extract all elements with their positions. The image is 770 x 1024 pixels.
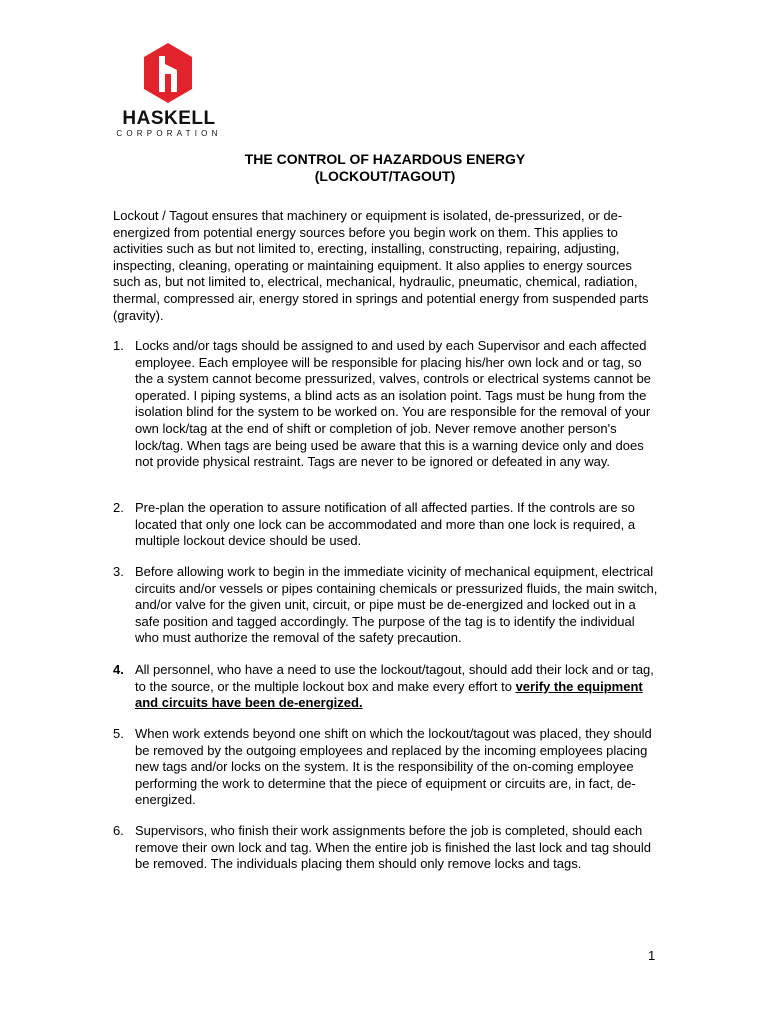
list-item-text: Before allowing work to begin in the immediate vicinity of mechanical equipment, electrical circuits and/or vessels or pipes containing chemicals or pressurized fluids, the main switch, and/or valve for the given unit, circuit, or pipe must be de-energized and locked out in a safe position and tagged accordingly. The purpose of the tag is to identify the individual who must authorize the removal of the safety precaution. [135, 564, 658, 646]
list-item [113, 564, 661, 647]
list-item [113, 662, 661, 712]
haskell-hexagon-icon [143, 42, 193, 104]
list-item-text [135, 662, 661, 712]
logo-subtitle: CORPORATION [116, 129, 222, 138]
list-item-number: 6. [113, 823, 124, 838]
list-item [113, 726, 661, 809]
list-item-number: 4. [113, 662, 124, 677]
document-subtitle: (LOCKOUT/TAGOUT) [314, 168, 456, 184]
company-logo [110, 42, 230, 137]
list-item-text: When work extends beyond one shift on which the lockout/tagout was placed, they should be removed by the outgoing employees and replaced by the incoming employees placing new tags and/or locks on the system. It is the responsibility of the on-coming employee performing the work to determine that the piece of equipment or circuits are, in fact, de-energized. [135, 726, 652, 808]
list-item [113, 338, 661, 471]
list-item-text: Pre-plan the operation to assure notification of all affected parties. If the controls are so located that only one lock can be accommodated and more than one lock is required, a multiple lockout device should be used. [135, 500, 636, 549]
page-number: 1 [648, 948, 656, 963]
intro-paragraph: Lockout / Tagout ensures that machinery or equipment is isolated, de-pressurized, or de-energized from potential energy sources before you begin work on them. This applies to activities such as but not limited to, erecting, installing, constructing, repairing, adjusting, inspecting, cleaning, operating or maintaining equipment. It also applies to energy sources such as, but not limited to, electrical, mechanical, hydraulic, pneumatic, chemical, radiation, thermal, compressed air, energy stored in springs and potential energy from suspended parts (gravity). [113, 208, 649, 323]
list-item-emphasis: verify the equipment and circuits have been de-energized. [135, 678, 643, 711]
list-item-body: All personnel, who have a need to use the lockout/tagout, should add their lock and or tag, to the source, or the multiple lockout box and make every effort to [135, 662, 654, 694]
list-item-number: 5. [113, 726, 124, 741]
list-item [113, 823, 661, 873]
document-title: THE CONTROL OF HAZARDOUS ENERGY [244, 151, 526, 167]
list-item-number: 1. [113, 338, 124, 353]
logo-wordmark: HASKELL [122, 108, 216, 129]
list-item-text: Supervisors, who finish their work assignments before the job is completed, should each remove their own lock and tag. When the entire job is finished the last lock and tag should be removed. The individuals placing them should only remove locks and tags. [135, 823, 651, 872]
list-item-number: 3. [113, 564, 124, 579]
list-item [113, 500, 661, 550]
list-item-text: Locks and/or tags should be assigned to and used by each Supervisor and each affected employee. Each employee will be responsible for placing his/her own lock and or tag, so the a system cannot become pressurized, valves, controls or electrical systems cannot be operated. I piping systems, a blind acts as an isolation point. Tags must be hung from the isolation blind for the system to be worked on. You are responsible for the removal of your own lock/tag at the end of shift or completion of job. Never remove another person's lock/tag. When tags are being used be aware that this is a warning device only and does not provide physical restraint. Tags are never to be ignored or defeated in any way. [135, 338, 651, 470]
list-item-number: 2. [113, 500, 124, 515]
